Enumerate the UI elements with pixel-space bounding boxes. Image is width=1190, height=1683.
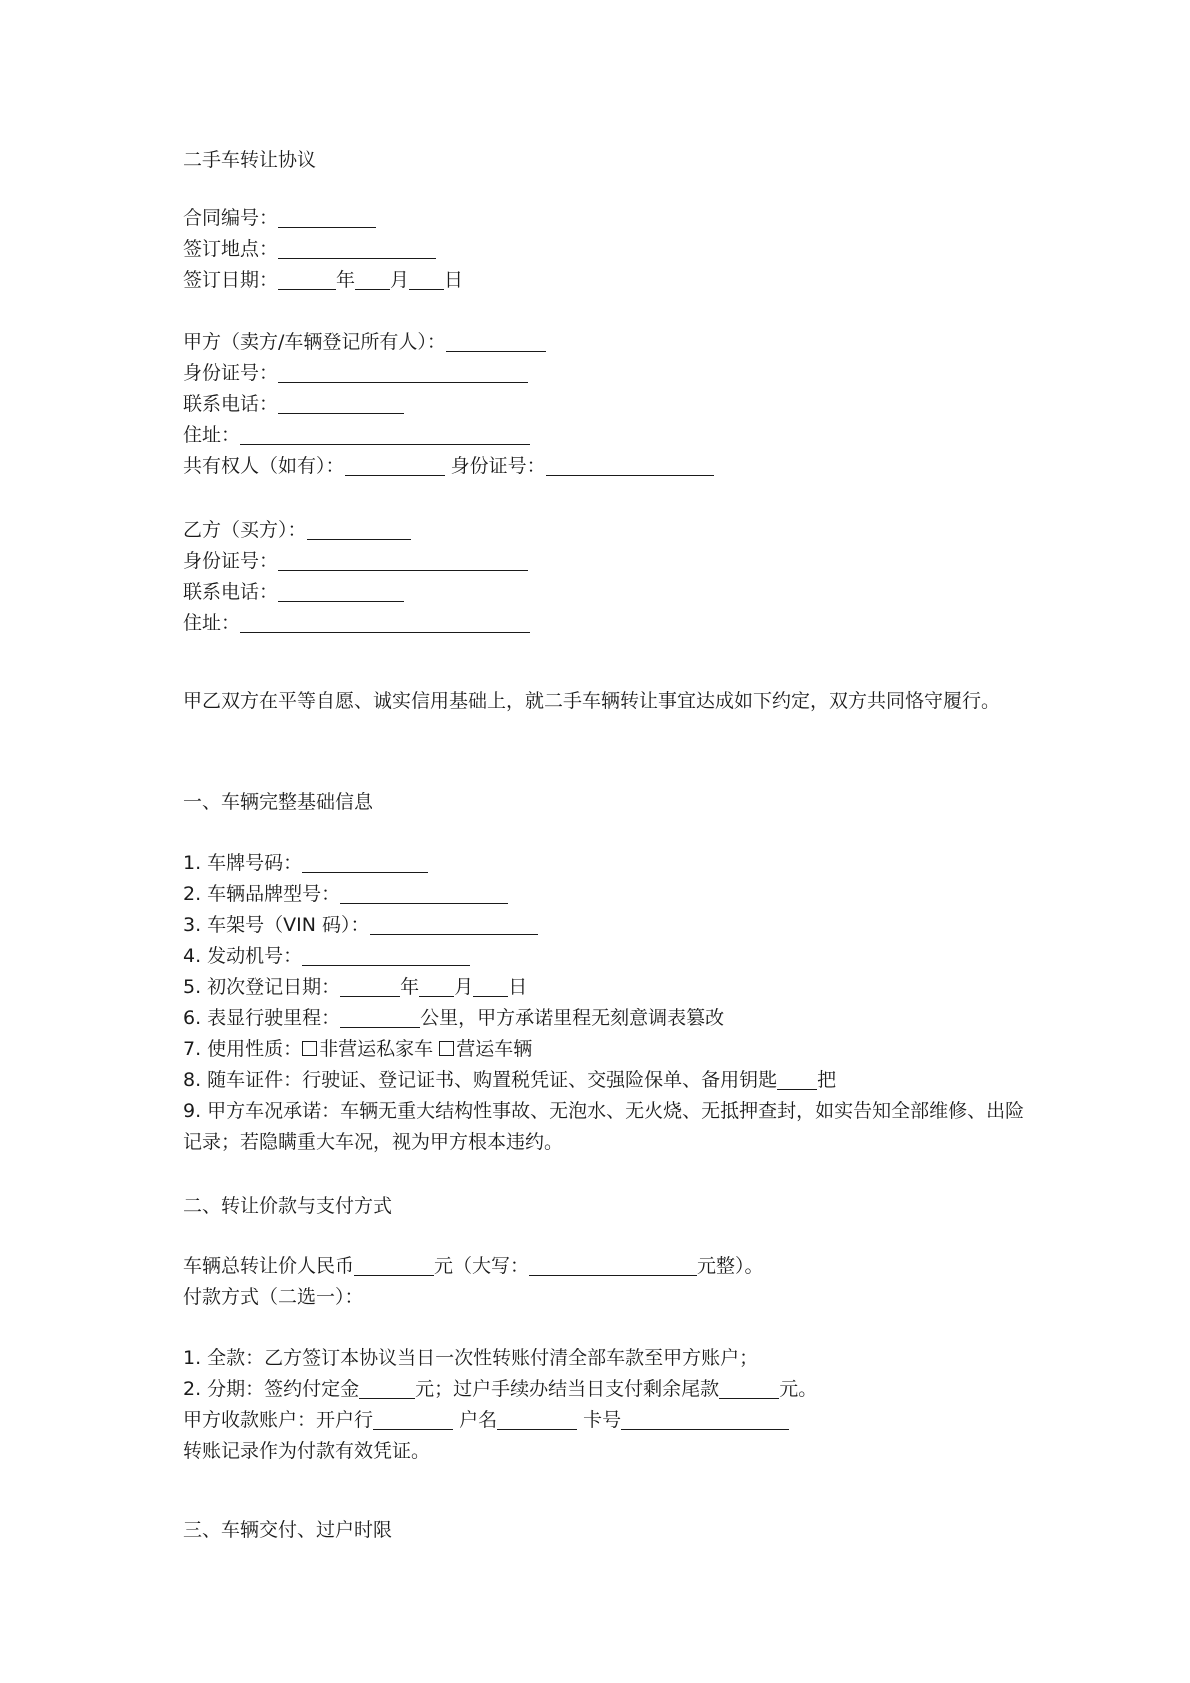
party-b-address-field[interactable] bbox=[240, 610, 530, 633]
s1-item1-label: 1. 车牌号码： bbox=[183, 852, 303, 874]
contract-no-line bbox=[183, 203, 1023, 234]
s1-item1-line bbox=[183, 848, 1031, 879]
party-a-phone-field[interactable] bbox=[278, 391, 404, 414]
s1-item5-label: 5. 初次登记日期： bbox=[183, 976, 341, 998]
commercial-use-label: 营运车辆 bbox=[456, 1038, 533, 1060]
s1-item4-label: 4. 发动机号： bbox=[183, 945, 303, 967]
party-b-phone-field[interactable] bbox=[278, 579, 404, 602]
contract-header bbox=[183, 203, 1023, 296]
s1-item3-line bbox=[183, 910, 1031, 941]
section1-items bbox=[183, 848, 1031, 1158]
bank-label: 甲方收款账户：开户行 bbox=[183, 1409, 374, 1431]
payment-proof-line: 转账记录作为付款有效凭证。 bbox=[183, 1440, 431, 1462]
s1-item5-line bbox=[183, 972, 1031, 1003]
section1-heading-block bbox=[183, 787, 1023, 818]
document-title-block bbox=[183, 145, 1023, 176]
sign-year-label: 年 bbox=[336, 269, 356, 291]
s1-item6-suffix: 公里，甲方承诺里程无刻意调表篡改 bbox=[420, 1007, 725, 1029]
s1-item8-label: 8. 随车证件：行驶证、登记证书、购置税凭证、交强险保单、备用钥匙 bbox=[183, 1069, 778, 1091]
section1-heading: 一、车辆完整基础信息 bbox=[183, 791, 374, 813]
s1-item8-line bbox=[183, 1065, 1031, 1096]
party-b-id-line bbox=[183, 546, 1023, 577]
spare-key-count-field[interactable] bbox=[777, 1067, 817, 1090]
sign-day-label: 日 bbox=[444, 269, 464, 291]
account-line bbox=[183, 1405, 1023, 1436]
s1-item6-line bbox=[183, 1003, 1031, 1034]
deposit-field[interactable] bbox=[359, 1376, 415, 1399]
payment-option2-line bbox=[183, 1374, 1023, 1405]
sign-year-field[interactable] bbox=[278, 267, 336, 290]
party-a-phone-line bbox=[183, 389, 1023, 420]
payment-option2-suffix: 元。 bbox=[779, 1378, 818, 1400]
mileage-field[interactable] bbox=[340, 1005, 420, 1028]
s1-item2-line bbox=[183, 879, 1031, 910]
document-title: 二手车转让协议 bbox=[183, 149, 317, 171]
price-suffix: 元整）。 bbox=[697, 1255, 764, 1277]
co-owner-label: 共有权人（如有）： bbox=[183, 455, 345, 477]
party-b-label: 乙方（买方）： bbox=[183, 519, 307, 541]
s1-item7-line bbox=[183, 1034, 1031, 1065]
checkbox-private-use[interactable] bbox=[302, 1041, 317, 1056]
price-capital-field[interactable] bbox=[529, 1253, 697, 1276]
s1-item2-label: 2. 车辆品牌型号： bbox=[183, 883, 341, 905]
party-a-address-line bbox=[183, 420, 1023, 451]
brand-model-field[interactable] bbox=[340, 881, 508, 904]
price-line bbox=[183, 1251, 1023, 1282]
reg-year-field[interactable] bbox=[340, 974, 400, 997]
party-a-block bbox=[183, 327, 1023, 482]
reg-month-label: 月 bbox=[454, 976, 474, 998]
payment-option1: 1. 全款：乙方签订本协议当日一次性转账付清全部车款至甲方账户； bbox=[183, 1347, 759, 1369]
section2-heading: 二、转让价款与支付方式 bbox=[183, 1195, 393, 1217]
s1-item9-paragraph: 9. 甲方车况承诺：车辆无重大结构性事故、无泡水、无火烧、无抵押查封，如实告知全部维修、出险记录；若隐瞒重大车况，视为甲方根本违约。 bbox=[183, 1100, 1025, 1153]
reg-year-label: 年 bbox=[400, 976, 420, 998]
account-name-field[interactable] bbox=[497, 1407, 577, 1430]
reg-day-label: 日 bbox=[508, 976, 528, 998]
party-b-id-label: 身份证号： bbox=[183, 550, 279, 572]
party-b-id-field[interactable] bbox=[278, 548, 528, 571]
co-owner-line bbox=[183, 451, 1023, 482]
price-capital-label: 元（大写： bbox=[434, 1255, 530, 1277]
party-b-line bbox=[183, 515, 1023, 546]
payment-method-line: 付款方式（二选一）： bbox=[183, 1286, 364, 1308]
card-number-field[interactable] bbox=[621, 1407, 789, 1430]
sign-month-field[interactable] bbox=[355, 267, 390, 290]
payment-option2-mid: 元；过户手续办结当日支付剩余尾款 bbox=[415, 1378, 720, 1400]
sign-place-line bbox=[183, 234, 1023, 265]
section2-heading-block bbox=[183, 1191, 1023, 1222]
party-b-phone-line bbox=[183, 577, 1023, 608]
sign-day-field[interactable] bbox=[409, 267, 444, 290]
party-b-block bbox=[183, 515, 1023, 639]
party-a-address-field[interactable] bbox=[240, 422, 530, 445]
reg-day-field[interactable] bbox=[473, 974, 508, 997]
party-a-id-line bbox=[183, 358, 1023, 389]
section3-heading-block bbox=[183, 1515, 1023, 1546]
party-b-address-line bbox=[183, 608, 1023, 639]
contract-no-label: 合同编号： bbox=[183, 207, 279, 229]
s1-item6-label: 6. 表显行驶里程： bbox=[183, 1007, 341, 1029]
party-a-name-field[interactable] bbox=[446, 329, 546, 352]
price-label: 车辆总转让价人民币 bbox=[183, 1255, 355, 1277]
engine-number-field[interactable] bbox=[302, 943, 470, 966]
private-use-label: 非营运私家车 bbox=[319, 1038, 434, 1060]
reg-month-field[interactable] bbox=[419, 974, 454, 997]
party-b-phone-label: 联系电话： bbox=[183, 581, 279, 603]
co-owner-name-field[interactable] bbox=[345, 453, 445, 476]
party-b-name-field[interactable] bbox=[307, 517, 411, 540]
s1-item7-label: 7. 使用性质： bbox=[183, 1038, 303, 1060]
account-name-label: 户名 bbox=[459, 1409, 498, 1431]
vin-field[interactable] bbox=[370, 912, 538, 935]
party-b-address-label: 住址： bbox=[183, 612, 241, 634]
s1-item8-suffix: 把 bbox=[817, 1069, 837, 1091]
sign-place-field[interactable] bbox=[278, 236, 436, 259]
s1-item4-line bbox=[183, 941, 1031, 972]
balance-field[interactable] bbox=[719, 1376, 779, 1399]
section2-options bbox=[183, 1343, 1023, 1467]
intro-block bbox=[183, 686, 1031, 717]
sign-date-line bbox=[183, 265, 1023, 296]
price-amount-field[interactable] bbox=[354, 1253, 434, 1276]
plate-number-field[interactable] bbox=[302, 850, 428, 873]
party-a-line bbox=[183, 327, 1023, 358]
section2-price bbox=[183, 1251, 1023, 1313]
bank-field[interactable] bbox=[373, 1407, 453, 1430]
party-a-address-label: 住址： bbox=[183, 424, 241, 446]
party-a-id-field[interactable] bbox=[278, 360, 528, 383]
card-number-label: 卡号 bbox=[583, 1409, 622, 1431]
sign-date-label: 签订日期： bbox=[183, 269, 279, 291]
sign-place-label: 签订地点： bbox=[183, 238, 279, 260]
intro-paragraph: 甲乙双方在平等自愿、诚实信用基础上，就二手车辆转让事宜达成如下约定，双方共同恪守履行。 bbox=[183, 690, 1001, 712]
checkbox-commercial-use[interactable] bbox=[439, 1041, 454, 1056]
sign-month-label: 月 bbox=[390, 269, 410, 291]
party-a-phone-label: 联系电话： bbox=[183, 393, 279, 415]
co-owner-id-label: 身份证号： bbox=[450, 455, 546, 477]
party-a-label: 甲方（卖方/车辆登记所有人）： bbox=[183, 331, 446, 353]
s1-item3-label: 3. 车架号（VIN 码）： bbox=[183, 914, 370, 936]
payment-option2-label: 2. 分期：签约付定金 bbox=[183, 1378, 360, 1400]
section3-heading: 三、车辆交付、过户时限 bbox=[183, 1519, 393, 1541]
contract-no-field[interactable] bbox=[278, 205, 376, 228]
party-a-id-label: 身份证号： bbox=[183, 362, 279, 384]
co-owner-id-field[interactable] bbox=[546, 453, 714, 476]
